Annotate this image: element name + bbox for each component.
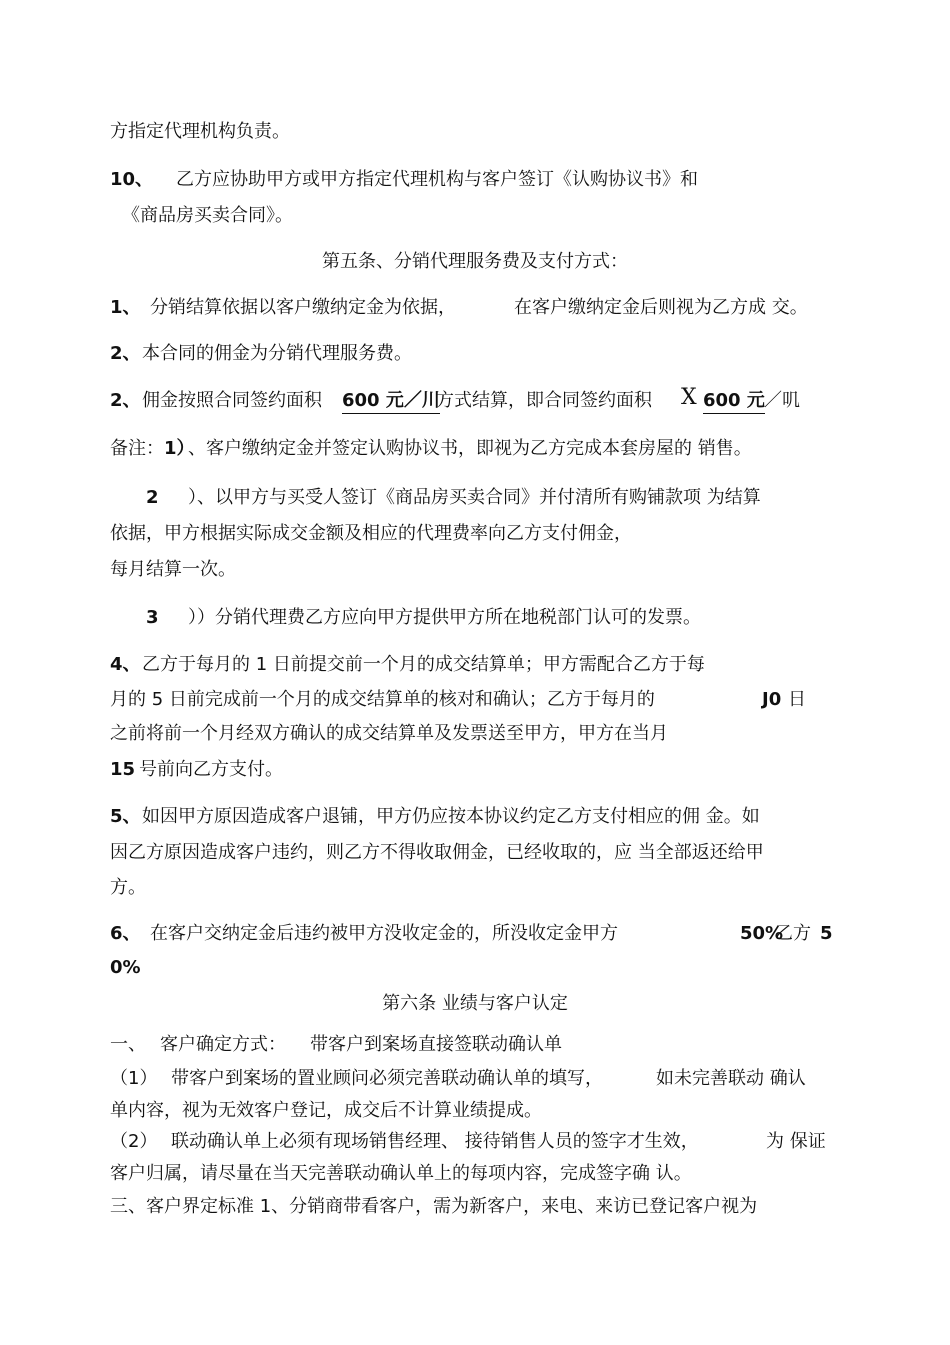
percent-value: 50% xyxy=(740,923,784,944)
item-number: 5、 xyxy=(110,806,141,827)
paragraph-line: 单内容，视为无效客户登记，成交后不计算业绩提成。 xyxy=(110,1100,542,1121)
paragraph-line: 带客户到案场直接签联动确认单 xyxy=(310,1034,562,1055)
paragraph-line: 乙方 xyxy=(775,923,811,944)
percent-value: 0% xyxy=(110,957,141,978)
paragraph-line: 月的 5 日前完成前一个月的成交结算单的核对和确认；乙方于每月的 xyxy=(110,689,655,710)
paragraph-line: ）、以甲方与买受人签订《商品房买卖合同》并付清所有购铺款项 为结算 xyxy=(188,487,761,508)
item-number: （1） xyxy=(110,1068,158,1089)
paragraph-line: ））分销代理费乙方应向甲方提供甲方所在地税部门认可的发票。 xyxy=(188,607,701,628)
paragraph-line: 客户确定方式： xyxy=(160,1034,286,1055)
paragraph-line: 乙方于每月的 1 日前提交前一个月的成交结算单；甲方需配合乙方于每 xyxy=(142,654,705,675)
item-number: 4、 xyxy=(110,654,141,675)
note-label: 备注： xyxy=(110,438,164,459)
paragraph-line: 之前将前一个月经双方确认的成交结算单及发票送至甲方，甲方在当月 xyxy=(110,723,668,744)
paragraph-line: 乙方应协助甲方或甲方指定代理机构与客户签订《认购协议书》和 xyxy=(176,169,698,190)
item-number: 2 xyxy=(146,487,159,508)
item-number: 6、 xyxy=(110,923,141,944)
paragraph-line: 客户归属，请尽量在当天完善联动确认单上的每项内容，完成签字确 认。 xyxy=(110,1163,692,1184)
item-number: 一、 xyxy=(110,1034,146,1055)
section-heading: 第六条 业绩与客户认定 xyxy=(382,993,568,1014)
paragraph-line: 佣金按照合同签约面积 xyxy=(142,390,322,411)
paragraph-line: 分销结算依据以客户缴纳定金为依据， xyxy=(150,297,456,318)
paragraph-line: 方指定代理机构负责。 xyxy=(110,121,290,142)
paragraph-line: 方。 xyxy=(110,877,146,898)
item-number: 1、 xyxy=(110,297,141,318)
paragraph-line: 、客户缴纳定金并签定认购协议书，即视为乙方完成本套房屋的 销售。 xyxy=(188,438,752,459)
paragraph-line: 因乙方原因造成客户违约，则乙方不得收取佣金，已经收取的，应 当全部返还给甲 xyxy=(110,842,764,863)
paragraph-line: 每月结算一次。 xyxy=(110,559,236,580)
percent-value: 5 xyxy=(820,923,833,944)
paragraph-line: ／叽 xyxy=(764,390,800,411)
section-heading: 第五条、分销代理服务费及支付方式： xyxy=(322,251,628,272)
price-rate: 600 元／川 xyxy=(342,389,440,414)
item-number: 10、 xyxy=(110,169,154,190)
paragraph-line: 为 保证 xyxy=(766,1131,826,1152)
price-rate: 600 元 xyxy=(703,389,765,414)
item-number: 2、 xyxy=(110,343,141,364)
item-number: （2） xyxy=(110,1131,158,1152)
paragraph-line: 如因甲方原因造成客户退铺，甲方仍应按本协议约定乙方支付相应的佣 金。如 xyxy=(142,806,760,827)
paragraph-line: 《商品房买卖合同》。 xyxy=(122,205,293,226)
multiply-sign: X xyxy=(681,385,697,410)
paragraph-line: 日 xyxy=(788,689,806,710)
paragraph-line: 依据，甲方根据实际成交金额及相应的代理费率向乙方支付佣金， xyxy=(110,523,632,544)
item-number: 2、 xyxy=(110,390,141,411)
paragraph-line: 在客户交纳定金后违约被甲方没收定金的，所没收定金甲方 xyxy=(150,923,618,944)
day-number: J0 xyxy=(762,689,782,710)
paragraph-line: 三、客户界定标准 1、分销商带看客户，需为新客户，来电、来访已登记客户视为 xyxy=(110,1196,758,1217)
paragraph-line: 带客户到案场的置业顾问必须完善联动确认单的填写， xyxy=(171,1068,603,1089)
paragraph-line: 本合同的佣金为分销代理服务费。 xyxy=(142,343,412,364)
item-number: 3 xyxy=(146,607,159,628)
paragraph-line: 方式结算，即合同签约面积 xyxy=(436,390,652,411)
paragraph-line: 号前向乙方支付。 xyxy=(139,759,283,780)
paragraph-line: 联动确认单上必须有现场销售经理、 接待销售人员的签字才生效， xyxy=(171,1131,699,1152)
paragraph-line: 在客户缴纳定金后则视为乙方成 交。 xyxy=(514,297,808,318)
paragraph-line: 如未完善联动 确认 xyxy=(656,1068,806,1089)
item-number: 1） xyxy=(164,438,195,459)
item-number: 15 xyxy=(110,759,136,780)
